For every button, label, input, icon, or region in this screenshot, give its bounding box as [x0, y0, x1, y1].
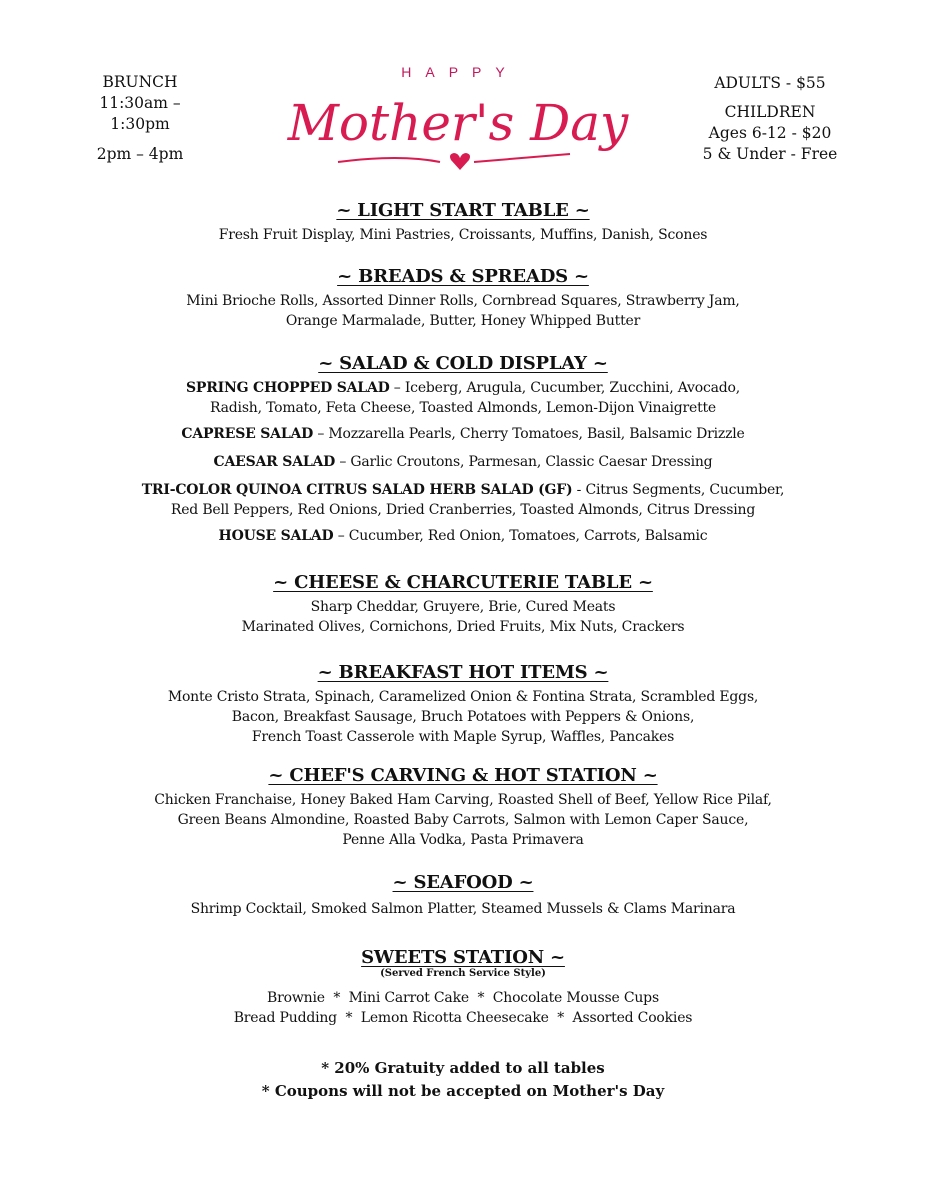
- menu-item: [0, 424, 926, 444]
- item-desc: - Citrus Segments, Cucumber,: [572, 482, 785, 498]
- children-label: CHILDREN: [724, 103, 816, 121]
- menu-line: Brownie * Mini Carrot Cake * Chocolate Mousse Cups: [267, 990, 659, 1006]
- menu-item: [0, 526, 926, 546]
- under-5-price: 5 & Under - Free: [702, 145, 838, 163]
- footer-notes: [0, 1057, 926, 1103]
- section-subtitle: (Served French Service Style): [380, 968, 546, 979]
- section-carving: [0, 765, 926, 850]
- item-name: TRI-COLOR QUINOA CITRUS SALAD HERB SALAD (GF): [141, 482, 573, 498]
- menu-item: [0, 378, 926, 398]
- section-title: ~ LIGHT START TABLE ~: [336, 200, 590, 221]
- adults-price: ADULTS - $55: [714, 74, 826, 92]
- menu-line: Green Beans Almondine, Roasted Baby Carrots, Salmon with Lemon Caper Sauce,: [177, 812, 749, 828]
- brunch-time-1a: 11:30am –: [99, 94, 181, 112]
- item-desc: – Iceberg, Arugula, Cucumber, Zucchini, Avocado,: [389, 380, 741, 396]
- svg-text:Mother's Day: Mother's Day: [287, 94, 629, 152]
- section-title: ~ CHEF'S CARVING & HOT STATION ~: [268, 765, 658, 786]
- item-desc-cont: Radish, Tomato, Feta Cheese, Toasted Almonds, Lemon-Dijon Vinaigrette: [209, 400, 717, 416]
- section-title: ~ SALAD & COLD DISPLAY ~: [318, 353, 608, 374]
- children-price: Ages 6-12 - $20: [708, 124, 832, 142]
- section-breakfast: [0, 662, 926, 747]
- menu-line: Bread Pudding * Lemon Ricotta Cheesecake * Assorted Cookies: [233, 1010, 693, 1026]
- menu-line: Penne Alla Vodka, Pasta Primavera: [342, 832, 584, 848]
- brunch-times: [82, 72, 198, 165]
- menu-line: Orange Marmalade, Butter, Honey Whipped Butter: [285, 313, 641, 329]
- menu-line: French Toast Casserole with Maple Syrup, Waffles, Pancakes: [251, 729, 675, 745]
- section-breads: [0, 266, 926, 331]
- menu-line: Marinated Olives, Cornichons, Dried Fruits, Mix Nuts, Crackers: [241, 619, 685, 635]
- coupon-note: * Coupons will not be accepted on Mother's Day: [261, 1082, 665, 1100]
- menu-line: Shrimp Cocktail, Smoked Salmon Platter, Steamed Mussels & Clams Marinara: [190, 901, 736, 917]
- section-title: ~ CHEESE & CHARCUTERIE TABLE ~: [273, 572, 653, 593]
- item-name: HOUSE SALAD: [218, 528, 334, 544]
- item-desc: – Mozzarella Pearls, Cherry Tomatoes, Basil, Balsamic Drizzle: [313, 426, 745, 442]
- menu-line: Mini Brioche Rolls, Assorted Dinner Rolls, Cornbread Squares, Strawberry Jam,: [186, 293, 740, 309]
- item-name: CAPRESE SALAD: [181, 426, 314, 442]
- mothers-day-logo: [280, 58, 640, 178]
- section-title: ~ BREAKFAST HOT ITEMS ~: [317, 662, 609, 683]
- section-seafood: [0, 872, 926, 919]
- section-cheese: [0, 572, 926, 637]
- gratuity-note: * 20% Gratuity added to all tables: [321, 1059, 605, 1077]
- item-desc: – Garlic Croutons, Parmesan, Classic Caesar Dressing: [335, 454, 713, 470]
- menu-item: [0, 480, 926, 500]
- brunch-time-2: 2pm – 4pm: [96, 145, 184, 163]
- brunch-title: BRUNCH: [102, 73, 178, 91]
- menu-line: Bacon, Breakfast Sausage, Bruch Potatoes with Peppers & Onions,: [231, 709, 695, 725]
- menu-line: Sharp Cheddar, Gruyere, Brie, Cured Meats: [310, 599, 616, 615]
- section-light-start: [0, 200, 926, 245]
- menu-line: Monte Cristo Strata, Spinach, Caramelized Onion & Fontina Strata, Scrambled Eggs,: [167, 689, 759, 705]
- menu-line: Chicken Franchaise, Honey Baked Ham Carving, Roasted Shell of Beef, Yellow Rice Pilaf,: [154, 792, 772, 808]
- pricing: [686, 73, 854, 165]
- section-title: SWEETS STATION ~: [361, 947, 565, 968]
- item-desc: – Cucumber, Red Onion, Tomatoes, Carrots, Balsamic: [333, 528, 708, 544]
- item-desc-cont: Red Bell Peppers, Red Onions, Dried Cranberries, Toasted Almonds, Citrus Dressing: [170, 502, 756, 518]
- menu-item: [0, 452, 926, 472]
- section-salad: [0, 353, 926, 546]
- item-name: CAESAR SALAD: [213, 454, 336, 470]
- section-title: ~ BREADS & SPREADS ~: [337, 266, 589, 287]
- svg-text:HAPPY: HAPPY: [401, 64, 519, 80]
- section-title: ~ SEAFOOD ~: [392, 872, 534, 893]
- section-sweets: [0, 947, 926, 1028]
- item-name: SPRING CHOPPED SALAD: [185, 380, 390, 396]
- brunch-time-1b: 1:30pm: [110, 115, 170, 133]
- menu-line: Fresh Fruit Display, Mini Pastries, Croissants, Muffins, Danish, Scones: [218, 227, 708, 243]
